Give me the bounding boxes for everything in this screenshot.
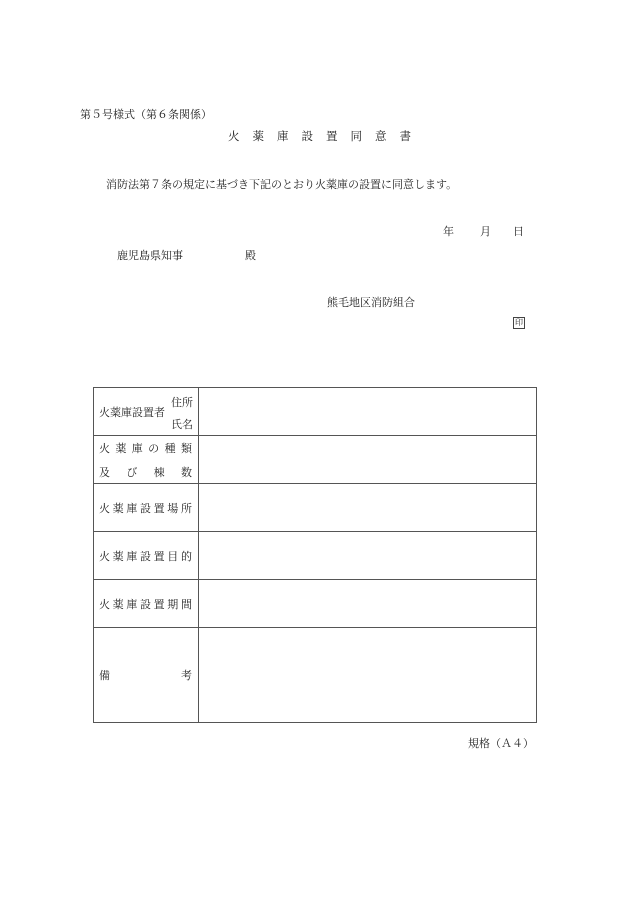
row-label-period: 火 薬 庫 設 置 期 間	[94, 580, 199, 628]
row-label-type-count: 火 薬 庫 の 種 類 及 び 棟 数	[94, 436, 199, 484]
body-text: 消防法第７条の規定に基づき下記のとおり火薬庫の設置に同意します。	[106, 178, 458, 191]
location-value-field[interactable]	[199, 484, 537, 532]
date-month: 月	[480, 225, 491, 238]
remarks-value-field[interactable]	[199, 628, 537, 723]
addressee-honorific: 殿	[245, 249, 256, 262]
date-day: 日	[513, 225, 524, 238]
installer-value-field[interactable]	[199, 388, 537, 436]
table-row	[94, 532, 537, 580]
type-count-value-field[interactable]	[199, 436, 537, 484]
row-label-remarks: 備 考	[94, 628, 199, 723]
table-row	[94, 484, 537, 532]
form-number: 第５号様式（第６条関係）	[80, 108, 212, 121]
size-note: 規格（Ａ４）	[468, 737, 534, 750]
table-row	[94, 388, 537, 436]
table-row	[94, 436, 537, 484]
period-value-field[interactable]	[199, 580, 537, 628]
issuer-name: 熊毛地区消防組合	[327, 296, 415, 309]
row-label-purpose: 火 薬 庫 設 置 目 的	[94, 532, 199, 580]
purpose-value-field[interactable]	[199, 532, 537, 580]
table-row	[94, 628, 537, 723]
addressee-name: 鹿児島県知事	[117, 249, 183, 262]
row-label-installer: 火薬庫設置者 住所 氏名	[94, 388, 199, 436]
date-year: 年	[443, 225, 454, 238]
document-title: 火薬庫設置同意書	[228, 129, 424, 143]
table-row	[94, 580, 537, 628]
row-label-location: 火 薬 庫 設 置 場 所	[94, 484, 199, 532]
seal-mark: 印	[515, 318, 523, 327]
form-table	[93, 387, 537, 723]
